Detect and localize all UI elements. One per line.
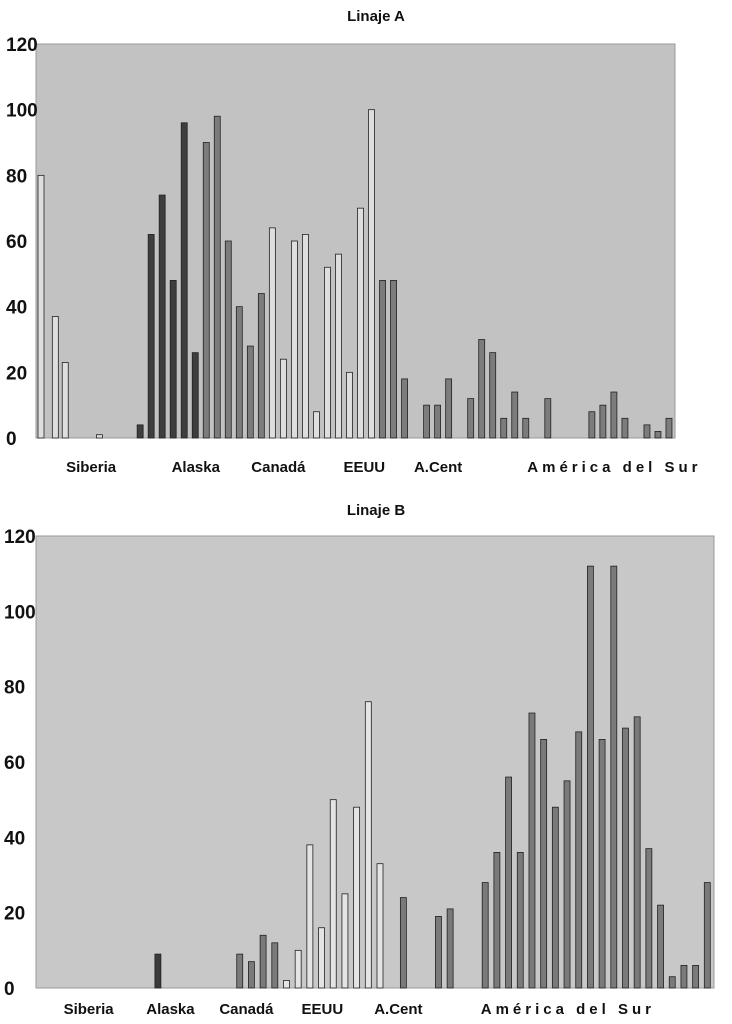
bar <box>38 175 44 438</box>
bar <box>658 905 664 988</box>
bar <box>479 340 485 439</box>
bar <box>506 777 512 988</box>
bar <box>622 728 628 988</box>
plot-area <box>36 44 675 438</box>
bar <box>517 852 523 988</box>
bar <box>365 702 371 988</box>
bar <box>335 254 341 438</box>
x-region-label: EEUU <box>343 459 386 476</box>
bar <box>490 353 496 438</box>
bar <box>62 362 68 438</box>
y-tick-label: 80 <box>6 166 28 188</box>
bar <box>237 954 243 988</box>
bar <box>545 399 551 438</box>
bar <box>260 935 266 988</box>
bar <box>552 807 558 988</box>
bar <box>181 123 187 438</box>
bar <box>280 359 286 438</box>
x-region-label: Siberia <box>63 1001 114 1018</box>
bar <box>400 898 406 988</box>
bar <box>302 234 308 438</box>
bar <box>307 845 313 988</box>
y-tick-label: 60 <box>4 753 26 774</box>
bar <box>435 405 441 438</box>
bar <box>319 928 325 988</box>
bar <box>447 909 453 988</box>
bar <box>247 346 253 438</box>
chart-linaje-a <box>0 0 732 490</box>
bar <box>295 950 301 988</box>
x-region-label: Alaska <box>146 1001 195 1018</box>
bar <box>324 267 330 438</box>
y-tick-label: 100 <box>4 602 36 624</box>
bar <box>634 717 640 988</box>
bar <box>52 317 58 438</box>
bar <box>681 965 687 988</box>
x-region-label: A.Cent <box>413 459 463 476</box>
x-region-label: Canadá <box>251 459 306 476</box>
y-tick-label: 20 <box>6 363 28 385</box>
bar <box>283 980 289 988</box>
bar <box>693 965 699 988</box>
bar <box>377 864 383 988</box>
bar <box>564 781 570 988</box>
x-region-label: EEUU <box>301 1001 344 1018</box>
y-tick-label: 0 <box>4 979 15 1000</box>
bar <box>358 208 364 438</box>
bar <box>435 916 441 988</box>
bar <box>346 372 352 438</box>
bar <box>313 412 319 438</box>
x-region-label: A.Cent <box>374 1001 423 1018</box>
bar <box>369 110 375 438</box>
bar <box>148 234 154 438</box>
bar <box>541 739 547 988</box>
bar <box>512 392 518 438</box>
bar <box>342 894 348 988</box>
bar <box>291 241 297 438</box>
bar <box>272 943 278 988</box>
bar <box>599 739 605 988</box>
bar <box>589 412 595 438</box>
y-tick-label: 120 <box>6 35 38 56</box>
chart-svg <box>0 492 732 1024</box>
bar <box>611 392 617 438</box>
x-region-label: Alaska <box>171 459 220 476</box>
bar <box>155 954 161 988</box>
bar <box>611 566 617 988</box>
bar <box>203 143 209 439</box>
bar <box>523 418 529 438</box>
bar <box>704 883 710 988</box>
y-tick-label: 100 <box>6 100 38 122</box>
bar <box>380 280 386 438</box>
y-tick-label: 20 <box>4 903 26 925</box>
bar <box>655 431 661 438</box>
bar <box>225 241 231 438</box>
x-region-label: Canadá <box>219 1001 274 1018</box>
bar <box>330 800 336 988</box>
chart-title: Linaje B <box>346 502 406 519</box>
bar <box>501 418 507 438</box>
x-region-label: América del Sur <box>480 1001 655 1018</box>
bar <box>236 307 242 438</box>
bar <box>159 195 165 438</box>
bar <box>482 883 488 988</box>
bar <box>587 566 593 988</box>
bar <box>644 425 650 438</box>
bar <box>600 405 606 438</box>
bar <box>494 852 500 988</box>
chart-title: Linaje A <box>347 8 405 25</box>
bar <box>248 962 254 988</box>
bar <box>666 418 672 438</box>
bar <box>269 228 275 438</box>
bar <box>137 425 143 438</box>
y-tick-label: 0 <box>6 429 17 450</box>
bar <box>354 807 360 988</box>
y-tick-label: 40 <box>4 828 26 850</box>
bar <box>424 405 430 438</box>
y-tick-label: 120 <box>4 527 36 548</box>
bar <box>258 294 264 438</box>
chart-svg <box>0 0 732 490</box>
chart-linaje-b <box>0 492 732 1024</box>
bar <box>622 418 628 438</box>
bar <box>646 849 652 988</box>
y-tick-label: 60 <box>6 232 28 253</box>
bar <box>468 399 474 438</box>
y-tick-label: 80 <box>4 677 26 699</box>
bar <box>529 713 535 988</box>
y-tick-label: 40 <box>6 297 28 319</box>
bar <box>214 116 220 438</box>
bar <box>446 379 452 438</box>
bar <box>170 280 176 438</box>
bar <box>402 379 408 438</box>
bar <box>96 435 102 438</box>
bar <box>192 353 198 438</box>
bar <box>391 280 397 438</box>
bar <box>669 977 675 988</box>
x-region-label: Siberia <box>66 459 117 476</box>
bar <box>576 732 582 988</box>
x-region-label: América del Sur <box>527 459 702 476</box>
